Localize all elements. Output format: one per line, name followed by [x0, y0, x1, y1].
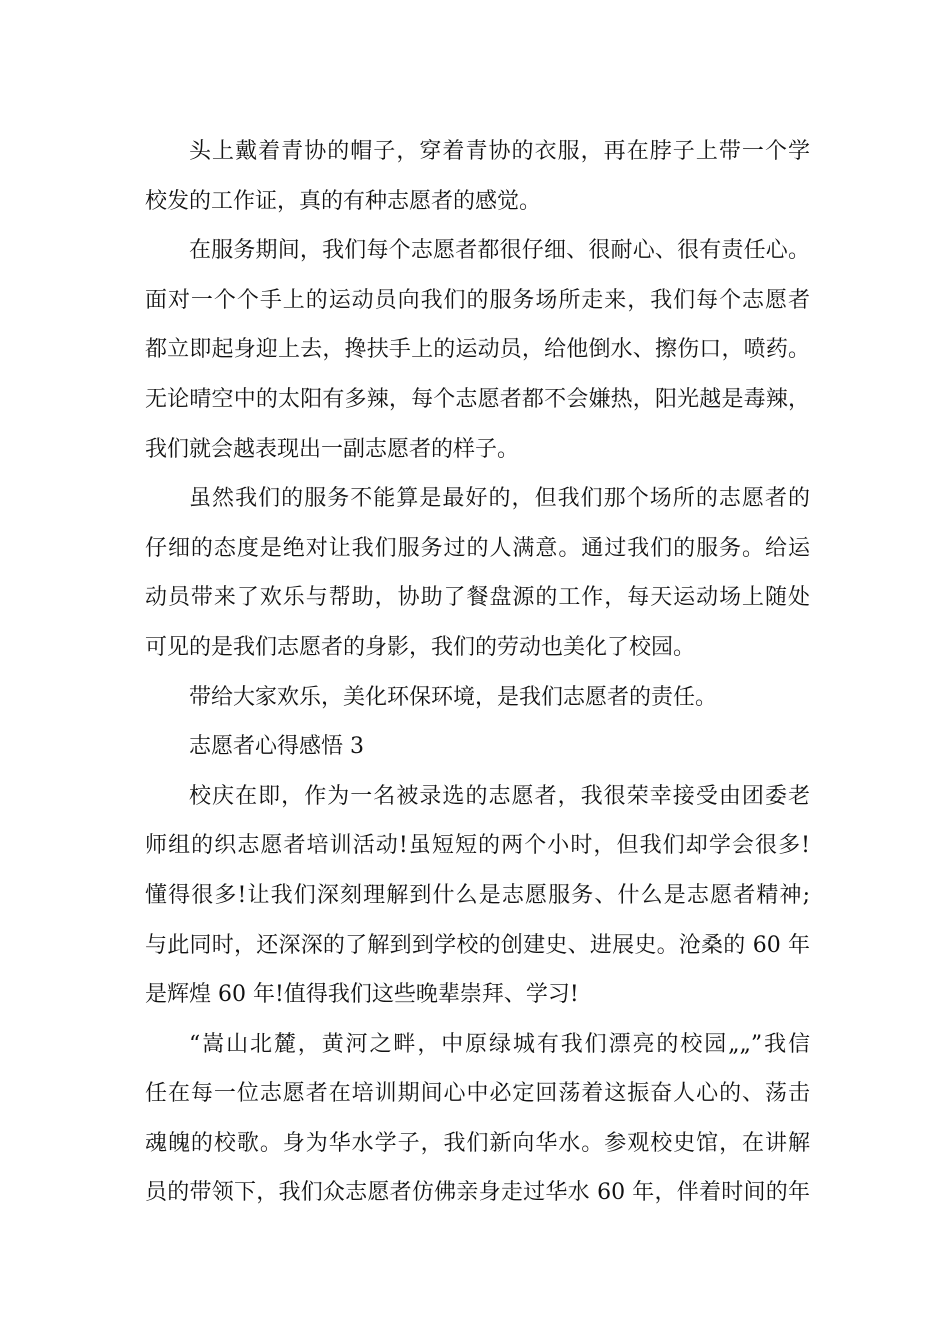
text-line: 我们就会越表现出一副志愿者的样子。 [145, 436, 520, 462]
section-heading: 志愿者心得感悟 3 [189, 734, 364, 760]
text-line: 带给大家欢乐，美化环保环境，是我们志愿者的责任。 [189, 684, 718, 710]
text-line: 师组的织志愿者培训活动!虽短短的两个小时，但我们却学会很多! [145, 833, 810, 859]
text-line: 无论晴空中的太阳有多辣，每个志愿者都不会嫌热，阳光越是毒辣， [145, 386, 810, 412]
text-line: 头上戴着青协的帽子，穿着青协的衣服，再在脖子上带一个学 [189, 139, 810, 164]
text-line: 校庆在即，作为一名被录选的志愿者，我很荣幸接受由团委老 [189, 783, 810, 809]
text-line: “嵩山北麓，黄河之畔，中原绿城有我们漂亮的校园„„”我信 [189, 1031, 810, 1057]
text-line: 懂得很多!让我们深刻理解到什么是志愿服务、什么是志愿者精神; [145, 882, 810, 908]
document-body [145, 130, 810, 1221]
text-line: 虽然我们的服务不能算是最好的，但我们那个场所的志愿者的 [189, 486, 810, 512]
text-line: 与此同时，还深深的了解到到学校的创建史、进展史。沧桑的 60 年 [145, 932, 810, 958]
text-line: 动员带来了欢乐与帮助，协助了餐盘源的工作，每天运动场上随处 [145, 585, 810, 611]
text-line: 是辉煌 60 年!值得我们这些晚辈崇拜、学习! [145, 982, 579, 1008]
text-line: 仔细的态度是绝对让我们服务过的人满意。通过我们的服务。给运 [145, 535, 810, 561]
text-line: 可见的是我们志愿者的身影，我们的劳动也美化了校园。 [145, 634, 696, 660]
text-line: 面对一个个手上的运动员向我们的服务场所走来，我们每个志愿者 [145, 287, 810, 313]
text-line: 任在每一位志愿者在培训期间心中必定回荡着这振奋人心的、荡击 [145, 1081, 810, 1107]
text-line: 员的带领下，我们众志愿者仿佛亲身走过华水 60 年，伴着时间的年 [145, 1180, 810, 1206]
text-line: 魂魄的校歌。身为华水学子，我们新向华水。参观校史馆，在讲解 [145, 1130, 810, 1156]
text-line: 在服务期间，我们每个志愿者都很仔细、很耐心、很有责任心。 [189, 238, 810, 264]
text-line: 都立即起身迎上去，搀扶手上的运动员，给他倒水、擦伤口，喷药。 [145, 337, 810, 363]
text-line: 校发的工作证，真的有种志愿者的感觉。 [145, 188, 542, 214]
